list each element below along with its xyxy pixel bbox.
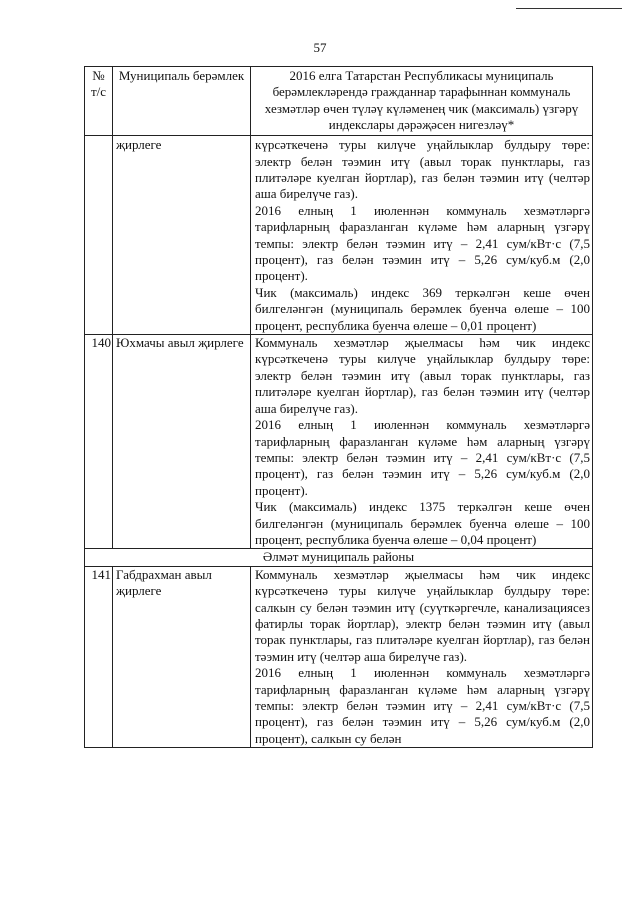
row-municipality: Габдрахман авыл җирлеге [113, 566, 251, 747]
index-table [84, 66, 593, 748]
district-row [85, 549, 593, 566]
paragraph: Коммуналь хезмәтләр җыелмасы һәм чик индекс күрсәткеченә туры килүче уңайлыклар булдыру төре: салкын су белән тәэмин итү (суүткәргечле, канализациясез фатирлы торак йортлар), электр белән тәэмин итү (авыл торак пунктлары, газ плитәләре куелган йортлар), газ белән тәэмин итү (челтәр аша бирелүче газ). [255, 566, 590, 664]
table-row [85, 566, 593, 747]
paragraph: Чик (максималь) индекс 369 теркәлгән кеше өчен билгеләнгән (муниципаль берәмлек буенча өлеше – 100 процент, республика буенча өлеше – 0,01 процент) [255, 284, 590, 333]
row-municipality: җирлеге [113, 136, 251, 335]
table-header-row [85, 67, 593, 136]
paragraph: Чик (максималь) индекс 1375 теркәлгән кеше өчен билгеләнгән (муниципаль берәмлек буенча өлеше – 100 процент, республика буенча өлеше – 0,04 процент) [255, 499, 590, 547]
row-description [251, 335, 593, 549]
paragraph: Коммуналь хезмәтләр җыелмасы һәм чик индекс күрсәткеченә туры килүче уңайлыклар булдыру төре: электр белән тәэмин итү (авыл торак пунктлары, газ плитәләре куелган йортлар), газ белән тәэмин итү (челтәр аша бирелүче газ). [255, 335, 590, 416]
district-title: Әлмәт муниципаль районы [85, 549, 593, 566]
header-description: 2016 елга Татарстан Республикасы муниципаль берәмлекләрендә гражданнар тарафыннан коммуналь хезмәтләр өчен түләү күләменең чик (максималь) үзгәрү индекслары дәрәҗәсен нигезләү* [251, 67, 593, 136]
row-num: 141 [85, 566, 113, 747]
top-rule [516, 8, 622, 9]
paragraph: 2016 елның 1 июленнән коммуналь хезмәтләргә тарифларның фаразланган күләме һәм аларның үзгәрү темпы: электр белән тәэмин итү – 2,41 сум/кВт·с (7,5 процент), газ белән тәэмин итү – 5,26 сум/куб.м (2,0 процент). [255, 417, 590, 498]
paragraph: күрсәткеченә туры килүче уңайлыклар булдыру төре: электр белән тәэмин итү (авыл торак пунктлары, газ плитәләре куелган йортлар), газ белән тәэмин итү (челтәр аша бирелүче газ). [255, 137, 590, 202]
table-row [85, 335, 593, 549]
row-num [85, 136, 113, 335]
row-description [251, 136, 593, 335]
row-municipality: Юхмачы авыл җирлеге [113, 335, 251, 549]
table-row [85, 136, 593, 335]
page-number: 57 [313, 40, 327, 55]
paragraph: 2016 елның 1 июленнән коммуналь хезмәтләргә тарифларның фаразланган күләме һәм аларның үзгәрү темпы: электр белән тәэмин итү – 2,41 сум/кВт·с (7,5 процент), газ белән тәэмин итү – 5,26 сум/куб.м (2,0 процент), салкын су белән [255, 665, 590, 746]
row-description [251, 566, 593, 747]
paragraph: 2016 елның 1 июленнән коммуналь хезмәтләргә тарифларның фаразланган күләме һәм аларның үзгәрү темпы: электр белән тәэмин итү – 2,41 сум/кВт·с (7,5 процент), газ белән тәэмин итү – 5,26 сум/куб.м (2,0 процент). [255, 202, 590, 284]
header-num: № т/с [85, 67, 113, 136]
row-num: 140 [85, 335, 113, 549]
header-municipality: Муниципаль берәмлек [113, 67, 251, 136]
